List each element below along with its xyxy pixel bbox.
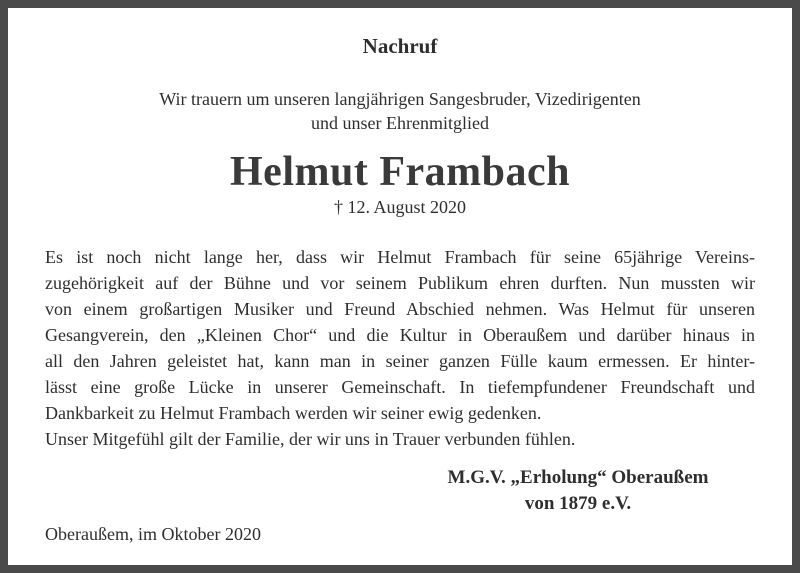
death-date: † 12. August 2020 xyxy=(333,197,466,217)
body-line: Dankbarkeit zu Helmut Frambach werden wir seiner ewig gedenken. xyxy=(45,403,542,423)
body-line: lässt eine große Lücke in unserer Gemeinschaft. In tiefempfundener Freundschaft und xyxy=(45,377,755,397)
body-line: all den Jahren geleistet hat, kann man in seiner ganzen Fülle kaum ermessen. Er hinter- xyxy=(45,351,755,371)
signature-line-1: M.G.V. „Erholung“ Oberaußem xyxy=(447,467,709,488)
body-line: Unser Mitgefühl gilt der Familie, der wir uns in Trauer verbunden fühlen. xyxy=(45,429,576,449)
body-line: Es ist noch nicht lange her, dass wir Helmut Frambach für seine 65jährige Vereins- xyxy=(45,247,755,267)
deceased-name: Helmut Frambach xyxy=(230,149,570,195)
body-line: zugehörigkeit auf der Bühne und vor seinem Publikum ehren durften. Nun mussten wir xyxy=(45,273,755,293)
body-line: von einem großartigen Musiker und Freund Abschied nehmen. Was Helmut für unseren xyxy=(45,299,755,319)
place-date-footer: Oberaußem, im Oktober 2020 xyxy=(45,524,261,544)
intro-line-1: Wir trauern um unseren langjährigen Sangesbruder, Vizedirigenten xyxy=(159,89,641,109)
intro-line-2: und unser Ehrenmitglied xyxy=(311,113,489,133)
notice-heading: Nachruf xyxy=(362,34,438,58)
body-line: Gesangverein, den „Kleinen Chor“ und die Kultur in Oberaußem und darüber hinaus in xyxy=(45,325,755,345)
signature-line-2: von 1879 e.V. xyxy=(524,493,632,514)
